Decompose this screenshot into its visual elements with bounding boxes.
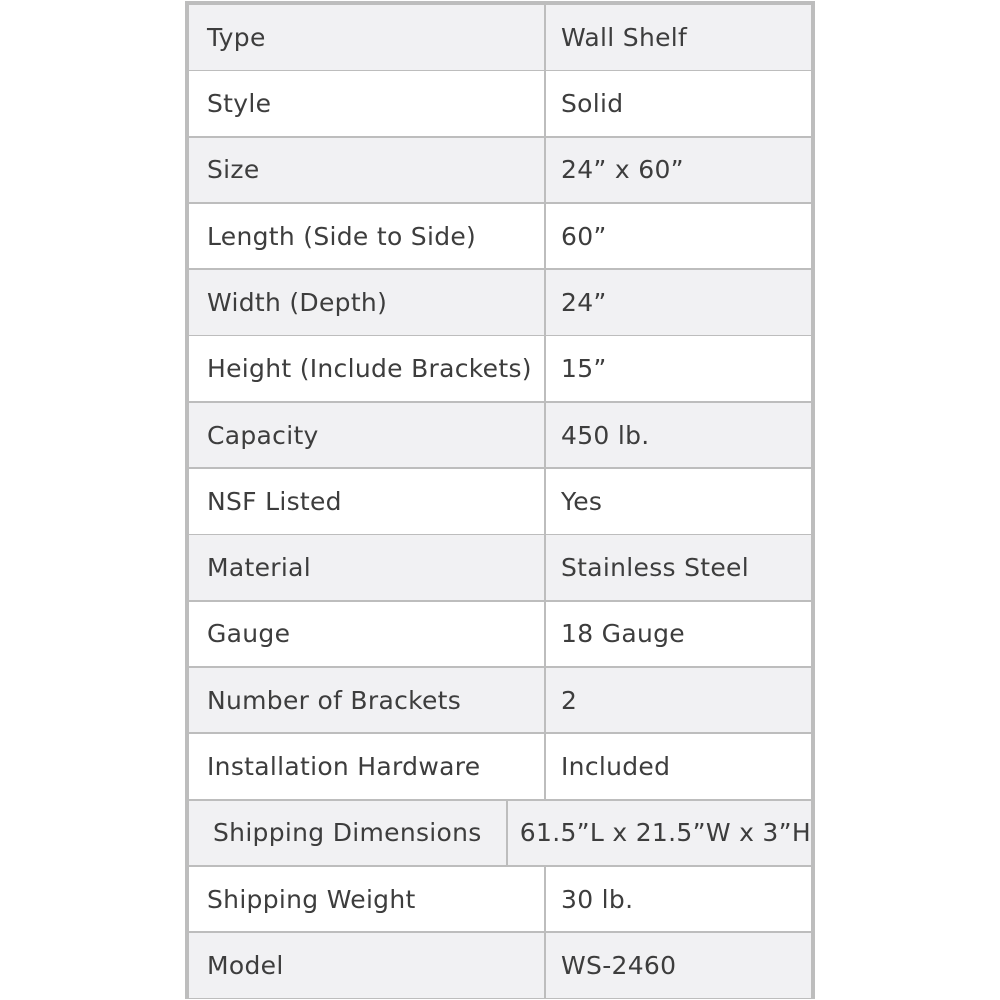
spec-value: 450 lb. <box>546 403 811 468</box>
spec-value: 61.5”L x 21.5”W x 3”H <box>508 801 811 866</box>
spec-label: Installation Hardware <box>189 734 544 799</box>
spec-label: NSF Listed <box>189 469 544 534</box>
spec-row-material <box>189 535 811 600</box>
spec-value: Included <box>546 734 811 799</box>
spec-value: 15” <box>546 336 811 401</box>
spec-label: Model <box>189 933 544 998</box>
spec-label: Height (Include Brackets) <box>189 336 544 401</box>
spec-label: Shipping Dimensions <box>189 801 506 866</box>
spec-label: Width (Depth) <box>189 270 544 335</box>
spec-row-shipping-dimensions <box>189 801 811 866</box>
spec-row-hardware <box>189 734 811 799</box>
spec-value: 30 lb. <box>546 867 811 932</box>
spec-row-type <box>189 5 811 70</box>
spec-value: Yes <box>546 469 811 534</box>
spec-row-brackets <box>189 668 811 733</box>
spec-label: Type <box>189 5 544 70</box>
spec-row-width <box>189 270 811 335</box>
spec-label: Style <box>189 71 544 136</box>
spec-label: Capacity <box>189 403 544 468</box>
spec-value: Wall Shelf <box>546 5 811 70</box>
spec-value: 18 Gauge <box>546 602 811 667</box>
spec-value: Stainless Steel <box>546 535 811 600</box>
spec-row-height <box>189 336 811 401</box>
spec-row-length <box>189 204 811 269</box>
spec-label: Gauge <box>189 602 544 667</box>
spec-value: Solid <box>546 71 811 136</box>
spec-value: WS-2460 <box>546 933 811 998</box>
spec-label: Material <box>189 535 544 600</box>
spec-label: Size <box>189 138 544 203</box>
spec-label: Shipping Weight <box>189 867 544 932</box>
spec-table <box>185 1 815 999</box>
spec-value: 24” x 60” <box>546 138 811 203</box>
spec-value: 24” <box>546 270 811 335</box>
spec-label: Length (Side to Side) <box>189 204 544 269</box>
spec-row-capacity <box>189 403 811 468</box>
spec-row-gauge <box>189 602 811 667</box>
spec-row-size <box>189 138 811 203</box>
spec-value: 2 <box>546 668 811 733</box>
spec-row-shipping-weight <box>189 867 811 932</box>
spec-row-model <box>189 933 811 998</box>
spec-row-nsf-listed <box>189 469 811 534</box>
spec-label: Number of Brackets <box>189 668 544 733</box>
spec-value: 60” <box>546 204 811 269</box>
spec-row-style <box>189 71 811 136</box>
